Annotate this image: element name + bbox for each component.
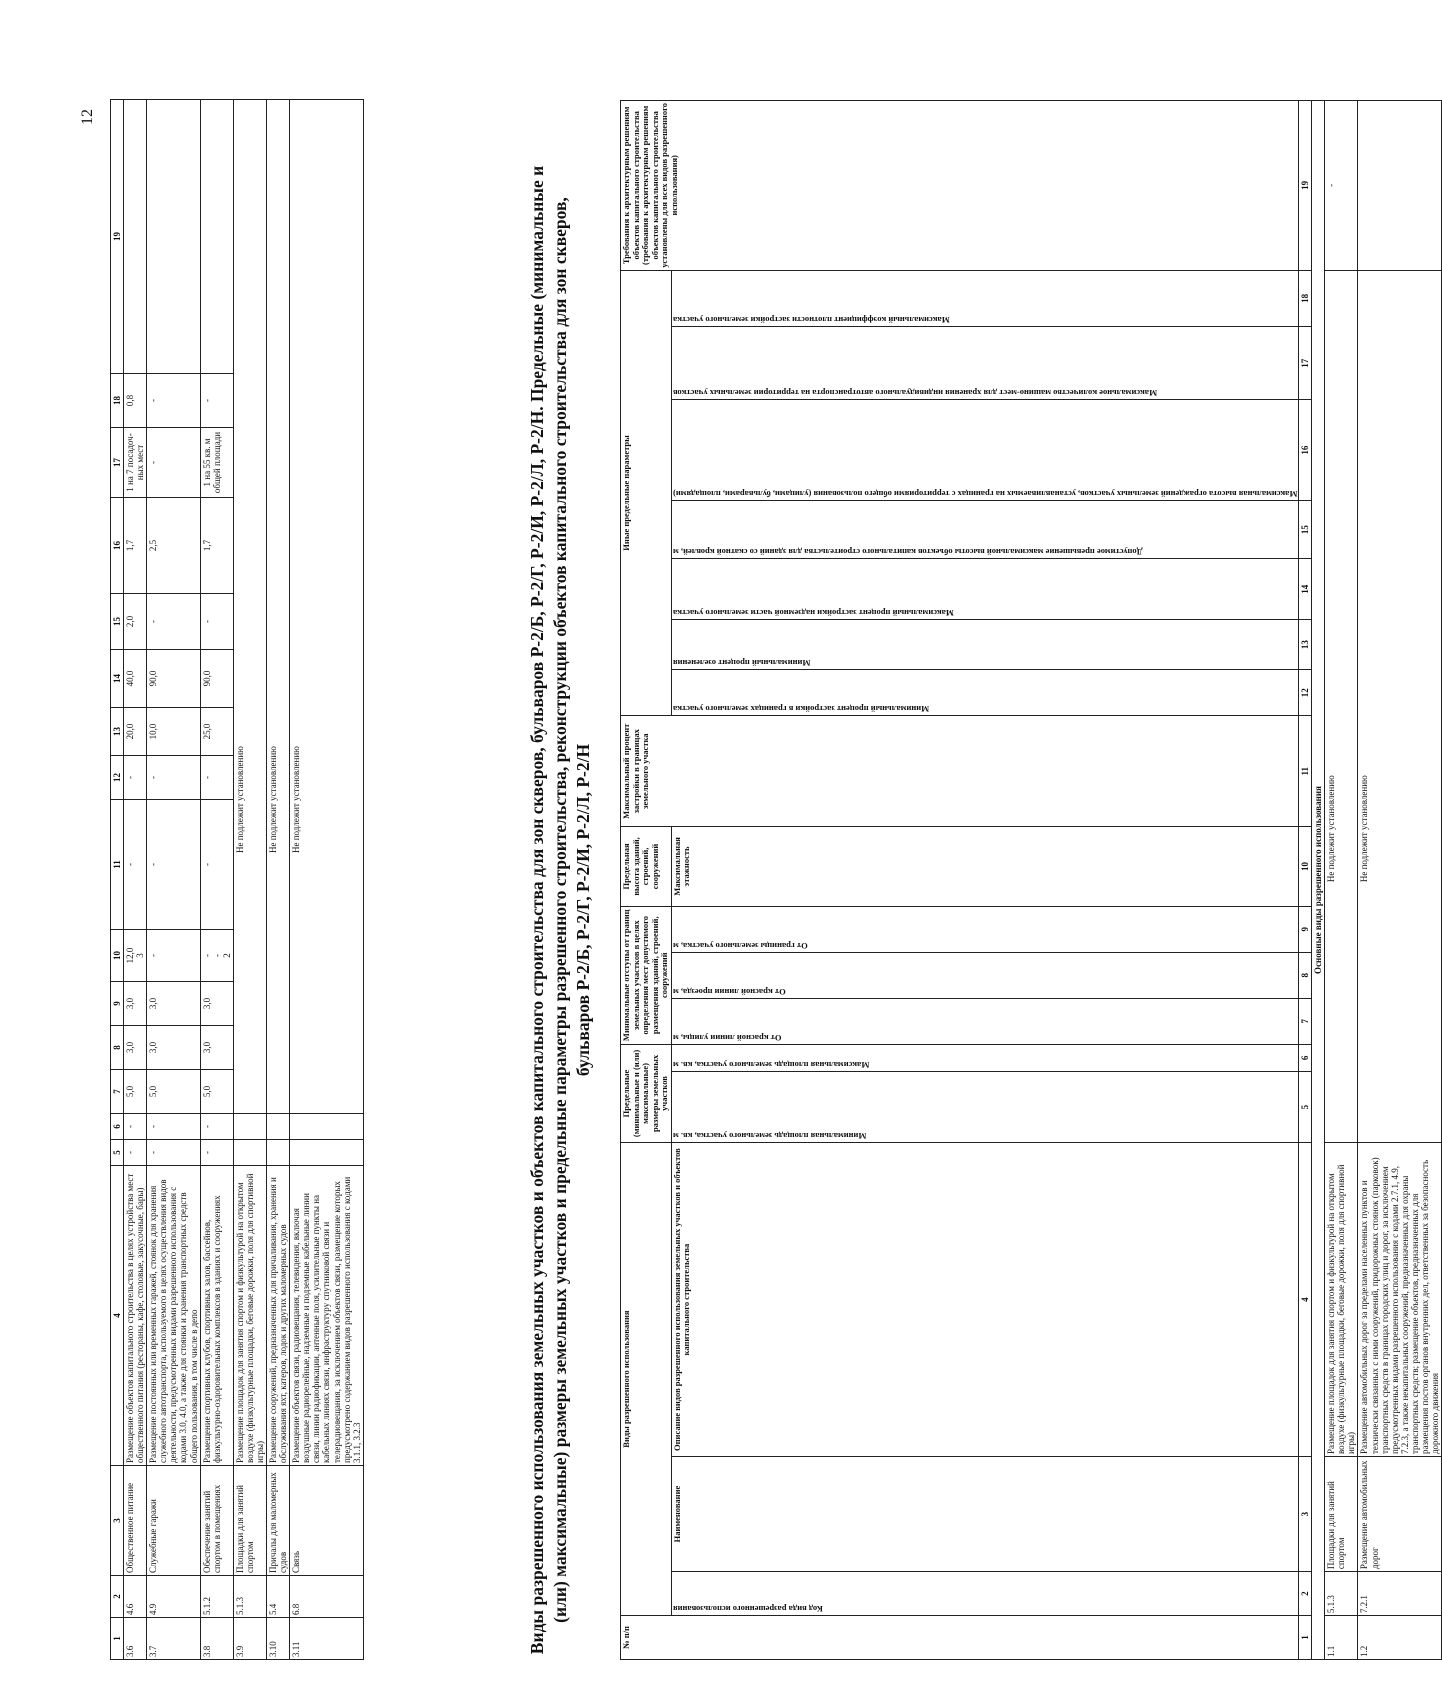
column-number: 2 — [1299, 1572, 1312, 1616]
table-row — [147, 100, 200, 1660]
column-number: 11 — [111, 800, 124, 930]
header-other: Иные предельные параметры — [621, 270, 672, 716]
column-number: 3 — [111, 1466, 124, 1576]
header-height: Предельная высота зданий, строений, сооружений — [621, 827, 672, 907]
section-row — [1312, 101, 1325, 1660]
use-code: 5.4 — [267, 1576, 290, 1618]
value-cell-5: - — [147, 1140, 200, 1166]
value-cell-16: 2,5 — [147, 498, 200, 594]
value-cell-13: 10,0 — [147, 708, 200, 756]
column-number: 18 — [111, 374, 124, 428]
not-set-note: Не подлежит установлению — [1325, 270, 1358, 1143]
use-description: Размещение площадок для занятия спортом и физкультурой на открытом воздухе (физкультурные площадки, беговые дорожки, поля для спортивной игры) — [1325, 1143, 1358, 1457]
header-p13: Минимальный процент озеленения — [672, 658, 810, 669]
column-number: 4 — [111, 1166, 124, 1466]
use-name: Причалы для маломерных судов — [267, 1466, 290, 1576]
not-set-note: Не подлежит установлению — [290, 100, 364, 1114]
use-code: 5.1.2 — [200, 1576, 233, 1618]
empty-cell — [267, 1140, 290, 1166]
column-number: 15 — [1299, 500, 1312, 559]
column-number: 6 — [1299, 1044, 1312, 1071]
value-cell-19 — [147, 100, 200, 374]
value-cell-14: 90,0 — [147, 650, 200, 708]
header-max-area: Максимальная площадь земельного участка, кв. м — [672, 1060, 869, 1070]
row-number: 1.2 — [1358, 1616, 1442, 1660]
empty-cell — [233, 1140, 266, 1166]
table-row — [200, 100, 233, 1660]
header-setback-drive: От красной линии проезда, м — [672, 986, 786, 997]
column-number: 8 — [1299, 952, 1312, 998]
header-limits: Предельные (минимальные и (или) максимальные) размеры земельных участков — [621, 1044, 672, 1142]
value-cell-15: - — [147, 594, 200, 650]
header-setbacks: Минимальные отступы от границ земельных участков в целях определения мест допустимого размещения зданий, строений, сооружений — [621, 906, 672, 1044]
value-cell-17: 1 на 55 кв. м общей площади — [200, 428, 233, 498]
column-number: 9 — [1299, 906, 1312, 952]
column-number: 2 — [111, 1576, 124, 1618]
column-number: 7 — [111, 1070, 124, 1114]
column-number: 8 — [111, 1026, 124, 1070]
value-cell-11: - — [124, 800, 147, 930]
table-row — [1358, 101, 1442, 1660]
value-cell-14: 40,0 — [124, 650, 147, 708]
table-row — [124, 100, 147, 1660]
column-number: 12 — [1299, 670, 1312, 716]
header-p12: Минимальный процент застройки в границах земельного участка — [672, 704, 929, 715]
header-types: Виды разрешенного использования — [621, 1143, 672, 1616]
value-cell-14: 90,0 — [200, 650, 233, 708]
value-cell-13: 20,0 — [124, 708, 147, 756]
column-number: 13 — [111, 708, 124, 756]
use-code: 5.1.3 — [1325, 1572, 1358, 1616]
use-name: Обеспечение занятий спортом в помещениях — [200, 1466, 233, 1576]
table-row — [1325, 101, 1358, 1660]
value-cell-7: 5,0 — [147, 1070, 200, 1114]
value-cell-18: 0,8 — [124, 374, 147, 428]
architecture-cell: - — [1325, 101, 1358, 271]
value-cell-15: 2,0 — [124, 594, 147, 650]
value-cell-13: 25,0 — [200, 708, 233, 756]
architecture-cell — [1358, 101, 1442, 271]
row-number: 3.7 — [147, 1618, 200, 1660]
row-number: 3.9 — [233, 1618, 266, 1660]
row-number: 3.6 — [124, 1618, 147, 1660]
column-number: 7 — [1299, 998, 1312, 1044]
value-cell-17: - — [147, 428, 200, 498]
table-row — [290, 100, 364, 1660]
column-number: 17 — [1299, 327, 1312, 400]
header-floors: Максимальная этажность — [671, 827, 1298, 907]
column-number: 1 — [1299, 1616, 1312, 1660]
header-p16: Максимальная высота ограждений земельных участков, устанавливаемых на границах с территориями общего пользования (улицами, бульварами, площадями) — [672, 488, 1298, 499]
use-description: Размещение площадок для занятия спортом и физкультурой на открытом воздухе (физкультурные площадки, беговые дорожки, поля для спортивной игры) — [233, 1166, 266, 1466]
header-architecture: Требования к архитектурным решениям объектов капитального строительства (требования к архитектурным решениям объектов капитального строительства установлены для всех видов разрешенного использования) — [621, 101, 1299, 271]
header-name: Наименование — [671, 1457, 1298, 1572]
rotated-page-content — [110, 100, 1440, 1660]
header-desc: Описание видов разрешенного использования земельных участков и объектов капитального строительства — [671, 1143, 1298, 1457]
column-number-row — [1299, 101, 1312, 1660]
header-row-1 — [621, 101, 672, 1660]
use-description: Размещение сооружений, предназначенных для причаливания, хранения и обслуживания яхт, катеров, лодок и других маломерных судов — [267, 1166, 290, 1466]
value-cell-19 — [200, 100, 233, 374]
value-cell-8: 3,0 — [200, 1026, 233, 1070]
row-number: 3.8 — [200, 1618, 233, 1660]
use-code: 4.9 — [147, 1576, 200, 1618]
use-name: Связь — [290, 1466, 364, 1576]
page-number: 12 — [79, 109, 96, 125]
column-number: 10 — [1299, 827, 1312, 907]
use-name: Размещение автомобильных дорог — [1358, 1457, 1442, 1572]
use-code: 6.8 — [290, 1576, 364, 1618]
use-description: Размещение постоянных или временных гаражей, стоянок для хранения служебного автотранспорта, используемого в целях осуществления видов деятельности, предусмотренных видами разрешенного использования с кодами 3.0, 4.0, а также для стоянки и хранения транспортных средств общего пользования, в том числе в депо — [147, 1166, 200, 1466]
column-number: 17 — [111, 428, 124, 498]
value-cell-11: - — [147, 800, 200, 930]
header-p14: Максимальный процент застройки надземной части земельного участка — [672, 608, 954, 619]
empty-cell — [267, 1114, 290, 1140]
header-p17: Максимальное количество машино-мест для хранения индивидуального автотранспорта на территории земельных участков — [672, 388, 1157, 399]
column-number: 11 — [1299, 716, 1312, 827]
value-cell-6: - — [147, 1114, 200, 1140]
value-cell-16: 1,7 — [124, 498, 147, 594]
column-number: 5 — [111, 1140, 124, 1166]
use-code: 7.2.1 — [1358, 1572, 1442, 1616]
value-cell-7: 5,0 — [124, 1070, 147, 1114]
empty-cell — [290, 1114, 364, 1140]
column-number: 19 — [1299, 101, 1312, 271]
value-cell-19 — [124, 100, 147, 374]
value-cell-17: 1 на 7 посадоч-ных мест — [124, 428, 147, 498]
column-number: 14 — [111, 650, 124, 708]
column-number: 5 — [1299, 1072, 1312, 1143]
header-p15: Допустимое превышение максимальной высоты объектов капитального строительства для зданий со скатной кровлей, м — [672, 547, 1143, 558]
value-cell-18: - — [200, 374, 233, 428]
column-number: 1 — [111, 1618, 124, 1660]
section-heading: Виды разрешенного использования земельных участков и объектов капитального строительства для зон скверов, бульваров Р-2/Б, Р-2/Г, Р-2/И, Р-2/Л, Р-2/Н. Предельные (минимальные и (или) максимальные) размеры земельных участков и предельные параметры разрешенного строительства, реконструкции объектов капитального строительства для зон скверов, бульваров Р-2/Б, Р-2/Г, Р-2/И, Р-2/Л, Р-2/Н — [527, 165, 593, 1655]
value-cell-12: - — [147, 756, 200, 800]
value-cell-7: 5,0 — [200, 1070, 233, 1114]
table-continuation — [110, 99, 364, 1660]
value-cell-9: 3,0 — [200, 982, 233, 1026]
value-cell-18: - — [147, 374, 200, 428]
value-cell-12: - — [200, 756, 233, 800]
use-name: Служебные гаражи — [147, 1466, 200, 1576]
column-number: 15 — [111, 594, 124, 650]
value-cell-11: - — [200, 800, 233, 930]
use-description: Размещение спортивных клубов, спортивных залов, бассейнов, физкультурно-оздоровительных комплексов в зданиях и сооружениях — [200, 1166, 233, 1466]
value-cell-10: - — [147, 930, 200, 982]
header-min-area: Минимальная площадь земельного участка, кв. м — [672, 1131, 866, 1142]
column-number: 3 — [1299, 1457, 1312, 1572]
column-number: 12 — [111, 756, 124, 800]
permitted-use-table — [620, 100, 1442, 1660]
column-number: 10 — [111, 930, 124, 982]
value-cell-10: - - 2 — [200, 930, 233, 982]
column-number: 4 — [1299, 1143, 1312, 1457]
section-label: Основные виды разрешенного использования — [1312, 101, 1325, 1660]
row-number: 3.11 — [290, 1618, 364, 1660]
header-n: № п/п — [621, 1616, 1299, 1660]
header-max-coverage: Максимальный процент застройки в границах земельного участка — [621, 716, 1299, 827]
value-cell-15: - — [200, 594, 233, 650]
header-code: Код вида разрешенного использования — [672, 1604, 823, 1615]
use-name: Общественное питание — [124, 1466, 147, 1576]
column-number: 16 — [1299, 400, 1312, 500]
empty-cell — [290, 1140, 364, 1166]
not-set-note: Не подлежит установлению — [1358, 270, 1442, 1143]
header-p18: Максимальный коэффициент плотности застройки земельного участка — [672, 315, 950, 326]
table-row — [233, 100, 266, 1660]
value-cell-16: 1,7 — [200, 498, 233, 594]
value-cell-8: 3,0 — [147, 1026, 200, 1070]
use-code: 5.1.3 — [233, 1576, 266, 1618]
value-cell-12: - — [124, 756, 147, 800]
column-number-row — [111, 100, 124, 1660]
row-number: 3.10 — [267, 1618, 290, 1660]
value-cell-5: - — [124, 1140, 147, 1166]
column-number: 18 — [1299, 270, 1312, 327]
column-number: 16 — [111, 498, 124, 594]
value-cell-9: 3,0 — [124, 982, 147, 1026]
value-cell-10: 12,0 3 — [124, 930, 147, 982]
use-description: Размещение объектов капитального строительства в целях устройства мест общественного питания (рестораны, кафе, столовые, закусочные, бары) — [124, 1166, 147, 1466]
column-number: 6 — [111, 1114, 124, 1140]
value-cell-8: 3,0 — [124, 1026, 147, 1070]
use-description: Размещение автомобильных дорог за пределами населенных пунктов и технически связанных с ними сооружений, придорожных стоянок (парковок) транспортных средств в границах городских улиц и дорог, за исключением предусмотренных видами разрешенного использования с кодами 2.7.1, 4.9, 7.2.3, а также некапитальных сооружений, предназначенных для охраны транспортных средств; размещение объектов, предназначенных для размещения постов органов внутренних дел, ответственных за безопасность дорожного движения — [1358, 1143, 1442, 1457]
header-setback-street: От красной линии улицы, м — [672, 1032, 782, 1043]
use-name: Площадки для занятий спортом — [1325, 1457, 1358, 1572]
table-row — [267, 100, 290, 1660]
column-number: 13 — [1299, 620, 1312, 670]
column-number: 9 — [111, 982, 124, 1026]
row-number: 1.1 — [1325, 1616, 1358, 1660]
value-cell-6: - — [200, 1114, 233, 1140]
value-cell-9: 3,0 — [147, 982, 200, 1026]
not-set-note: Не подлежит установлению — [267, 100, 290, 1114]
use-name: Площадки для занятий спортом — [233, 1466, 266, 1576]
not-set-note: Не подлежит установлению — [233, 100, 266, 1114]
column-number: 19 — [111, 100, 124, 374]
use-description: Размещение объектов связи, радиовещания, телевидения, включая воздушные радиорелейные, надземные и подземные кабельные линии связи, линии радиофикации, антенные поля, усилительные пункты на кабельных линиях связи, инфраструктуру спутниковой связи и телерадиовещания, за исключением объектов связи, размещение которых предусмотрено содержанием видов разрешенного использования с кодами 3.1.1, 3.2.3 — [290, 1166, 364, 1466]
column-number: 14 — [1299, 559, 1312, 620]
value-cell-6: - — [124, 1114, 147, 1140]
empty-cell — [233, 1114, 266, 1140]
header-setback-border: От границы земельного участка, м — [672, 940, 808, 951]
value-cell-5: - — [200, 1140, 233, 1166]
use-code: 4.6 — [124, 1576, 147, 1618]
